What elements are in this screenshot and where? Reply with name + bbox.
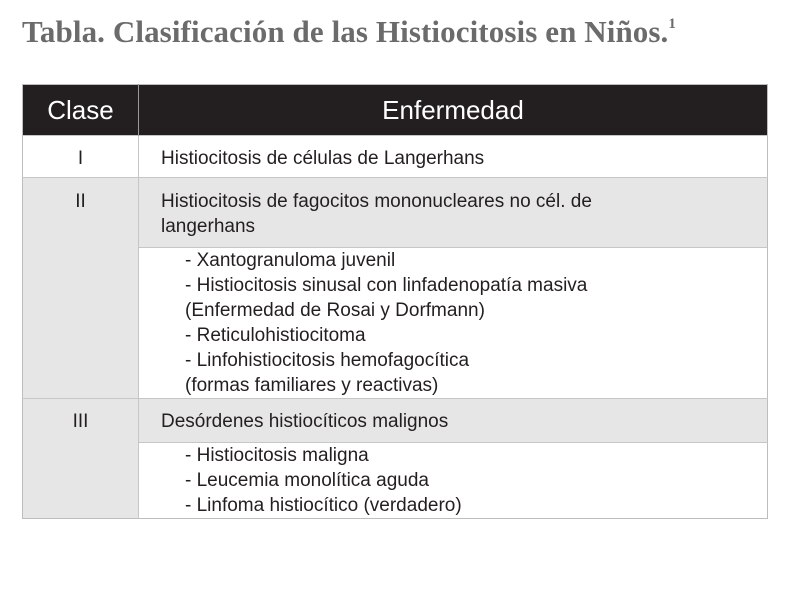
- list-item: - Leucemia monolítica aguda: [185, 470, 429, 491]
- table-header-row: [23, 85, 768, 136]
- list-item: - Reticulohistiocitoma: [185, 325, 366, 346]
- enfermedad-cell-1: Histiocitosis de células de Langerhans: [139, 136, 768, 178]
- class-3-item-list: [139, 443, 768, 519]
- enfermedad-cell-2: [139, 178, 768, 248]
- table-title: [22, 14, 676, 50]
- list-item: - Linfohistiocitosis hemofagocítica: [185, 350, 470, 371]
- footnote-marker: 1: [668, 15, 677, 32]
- header-clase: Clase: [23, 85, 139, 136]
- enfermedad-cell-3: Desórdenes histiocíticos malignos: [139, 399, 768, 443]
- list-item: - Xantogranuloma juvenil: [185, 250, 396, 271]
- table-title-text: Tabla. Clasificación de las Histiocitosis en Niños.: [22, 14, 669, 49]
- list-item-continuation: (formas familiares y reactivas): [185, 375, 439, 396]
- class-2-item-list: [139, 248, 768, 399]
- clase-cell-1: I: [23, 136, 139, 178]
- clase-cell-3: III: [23, 399, 139, 519]
- list-item-continuation: (Enfermedad de Rosai y Dorfmann): [185, 300, 485, 321]
- table-row-class-2: [23, 178, 768, 248]
- list-item: - Linfoma histiocítico (verdadero): [185, 495, 462, 516]
- classification-table: [22, 84, 768, 519]
- list-item: - Histiocitosis maligna: [185, 445, 369, 466]
- enfermedad-cell-2-line-1: Histiocitosis de fagocitos mononucleares no cél. de: [161, 191, 592, 212]
- header-enfermedad: Enfermedad: [139, 85, 768, 136]
- enfermedad-cell-2-line-2: langerhans: [161, 216, 256, 237]
- table-row-class-1: [23, 136, 768, 178]
- table-row-class-3: [23, 399, 768, 443]
- clase-cell-2: II: [23, 178, 139, 399]
- list-item: - Histiocitosis sinusal con linfadenopatía masiva: [185, 275, 588, 296]
